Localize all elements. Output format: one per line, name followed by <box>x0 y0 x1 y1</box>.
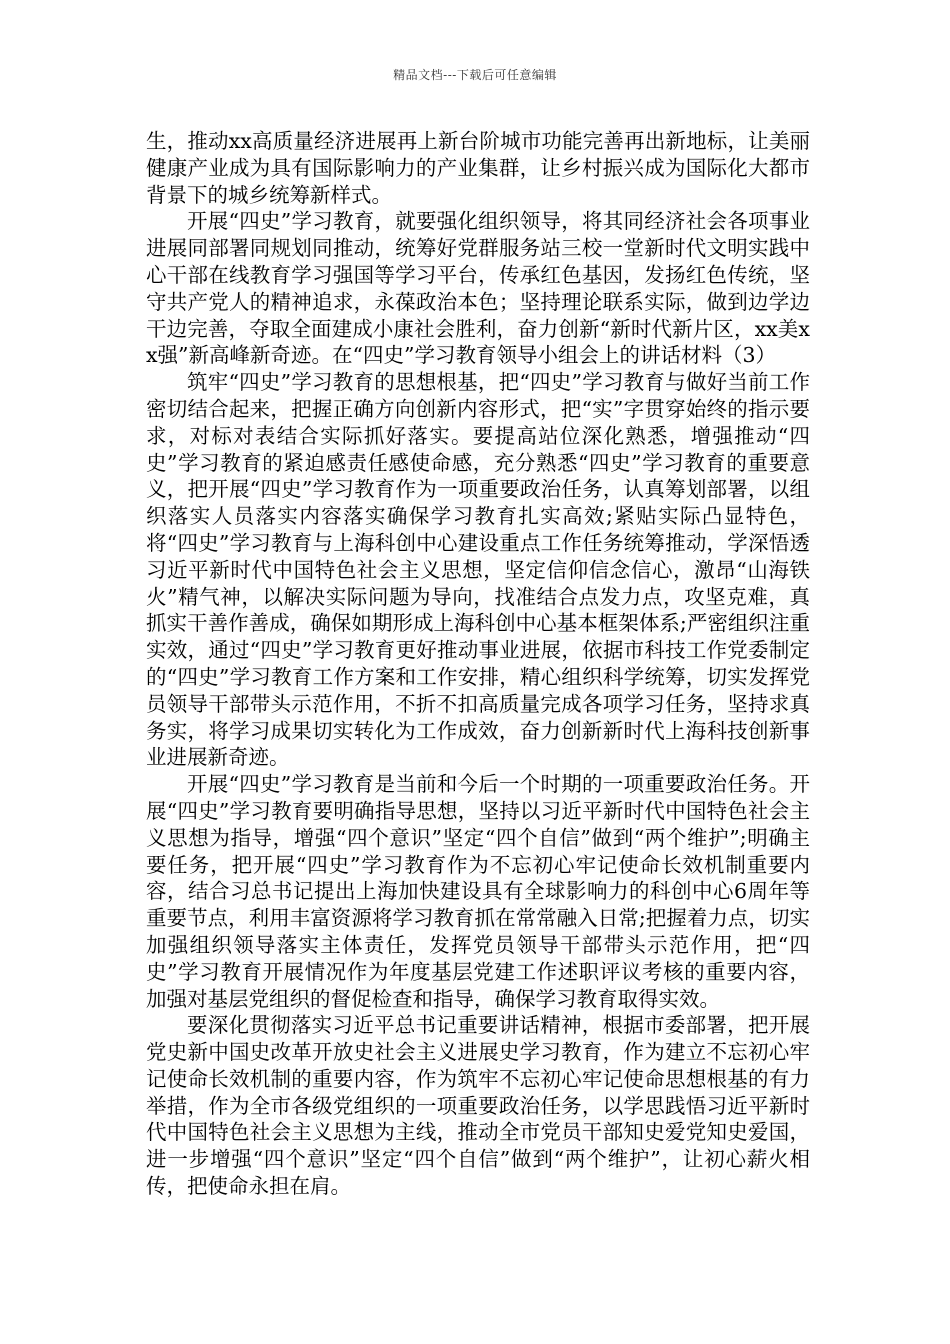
paragraph-3: 筑牢“四史”学习教育的思想根基，把“四史”学习教育与做好当前工作密切结合起来，把握正确方向创新内容形式，把“实”字贯穿始终的指示要求，对标对表结合实际抓好落实。要提高站位深化熟悉，增强推动“四史”学习教育的紧迫感责任感使命感，充分熟悉“四史”学习教育的重要意义，把开展“四史”学习教育作为一项重要政治任务，认真筹划部署，以组织落实人员落实内容落实确保学习教育扎实高效;紧贴实际凸显特色，将“四史”学习教育与上海科创中心建设重点工作任务统筹推动，学深悟透习近平新时代中国特色社会主义思想，坚定信仰信念信心，激昂“山海铁火”精气神，以解决实际问题为导向，找准结合点发力点，攻坚克难，真抓实干善作善成，确保如期形成上海科创中心基本框架体系;严密组织注重实效，通过“四史”学习教育更好推动事业进展，依据市科技工作党委制定的“四史”学习教育工作方案和工作安排，精心组织科学统筹，切实发挥党员领导干部带头示范作用，不折不扣高质量完成各项学习任务，坚持求真务实，将学习成果切实转化为工作成效，奋力创新新时代上海科技创新事业进展新奇迹。 <box>146 370 810 770</box>
paragraph-2: 开展“四史”学习教育，就要强化组织领导，将其同经济社会各项事业进展同部署同规划同推动，统筹好党群服务站三校一堂新时代文明实践中心干部在线教育学习强国等学习平台，传承红色基因，发扬红色传统，坚守共产党人的精神追求，永葆政治本色；坚持理论联系实际，做到边学边干边完善，夺取全面建成小康社会胜利，奋力创新“新时代新片区，xx美xx强”新高峰新奇迹。在“四史”学习教育领导小组会上的讲话材料（3） <box>146 209 810 368</box>
page-header: 精品文档---下载后可任意编辑 <box>393 68 557 82</box>
paragraph-5: 要深化贯彻落实习近平总书记重要讲话精神，根据市委部署，把开展党史新中国史改革开放史社会主义进展史学习教育，作为建立不忘初心牢记使命长效机制的重要内容，作为筑牢不忘初心牢记使命思想根基的有力举措，作为全市各级党组织的一项重要政治任务，以学思践悟习近平新时代中国特色社会主义思想为主线，推动全市党员干部知史爱党知史爱国，进一步增强“四个意识”坚定“四个自信”做到“两个维护”，让初心薪火相传，把使命永担在肩。 <box>146 1013 810 1199</box>
document-body <box>146 128 810 1200</box>
paragraph-4: 开展“四史”学习教育是当前和今后一个时期的一项重要政治任务。开展“四史”学习教育要明确指导思想，坚持以习近平新时代中国特色社会主义思想为指导，增强“四个意识”坚定“四个自信”做到“两个维护”;明确主要任务，把开展“四史”学习教育作为不忘初心牢记使命长效机制重要内容，结合习总书记提出上海加快建设具有全球影响力的科创中心6周年等重要节点，利用丰富资源将学习教育抓在常常融入日常;把握着力点，切实加强组织领导落实主体责任，发挥党员领导干部带头示范作用，把“四史”学习教育开展情况作为年度基层党建工作述职评议考核的重要内容，加强对基层党组织的督促检查和指导，确保学习教育取得实效。 <box>146 772 810 1011</box>
paragraph-1: 生，推动xx高质量经济进展再上新台阶城市功能完善再出新地标，让美丽健康产业成为具有国际影响力的产业集群，让乡村振兴成为国际化大都市背景下的城乡统筹新样式。 <box>146 129 810 207</box>
